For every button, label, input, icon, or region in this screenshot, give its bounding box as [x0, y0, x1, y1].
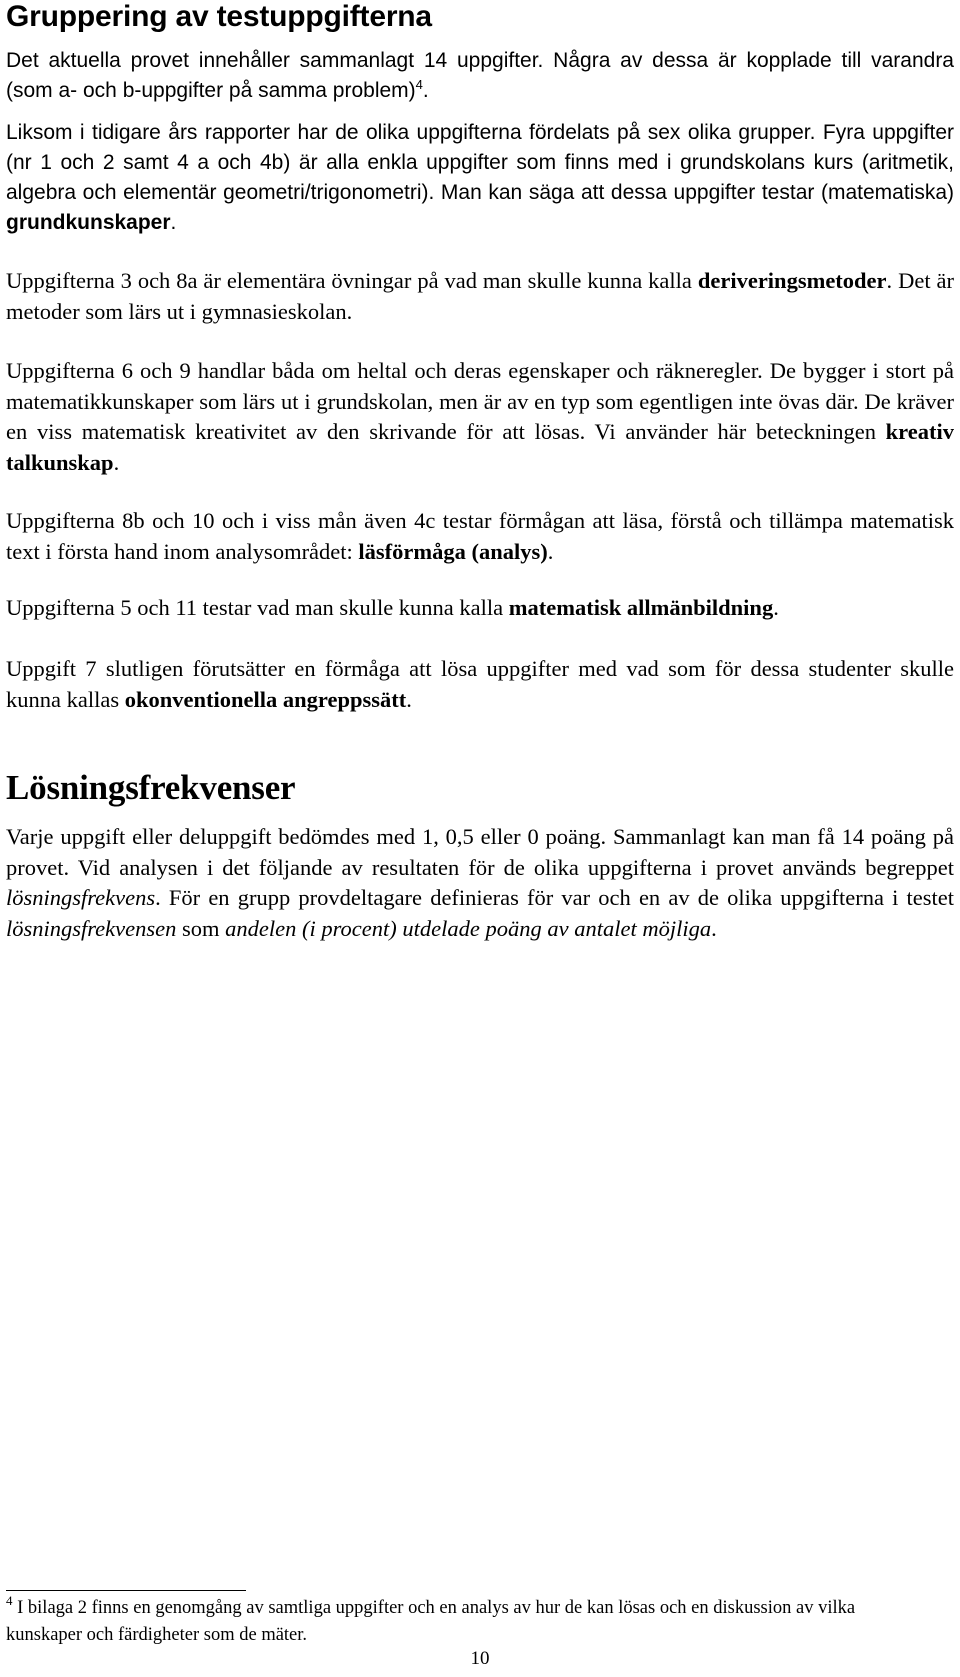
paragraph-lasformaga — [6, 506, 954, 567]
term-deriveringsmetoder: deriveringsmetoder — [697, 268, 887, 293]
paragraph-text: Liksom i tidigare års rapporter har de olika uppgifterna fördelats på sex olika grupper. Fyra uppgifter (nr 1 och 2 samt 4 a och 4b) är alla enkla uppgifter som finns med i grundskolans kurs (aritmetik, algebra och elementär geometri/trigonometri). Man kan säga att dessa uppgifter testar (matematiska) — [6, 121, 954, 204]
paragraph-text: . För en grupp provdeltagare definieras för var och en av de olika uppgifterna i testet — [155, 885, 954, 910]
paragraph-intro — [6, 46, 954, 106]
paragraph-text: Uppgifterna 6 och 9 handlar båda om heltal och deras egenskaper och räkneregler. De bygger i stort på matematikkunskaper som lärs ut i grundskolan, men är av en typ som egentligen inte övas där. De kräver en viss matematisk kreativitet av den skrivande för att lösas. Vi använder här beteckningen — [6, 358, 954, 444]
paragraph-text: Uppgifterna 3 och 8a är elementära övningar på vad man skulle kunna kalla — [6, 268, 698, 293]
paragraph-okonventionella — [6, 654, 954, 715]
term-okonventionella-angreppssatt: okonventionella angreppssätt — [124, 686, 407, 712]
paragraph-losningsfrekvens — [6, 822, 954, 944]
paragraph-deriveringsmetoder — [6, 266, 954, 327]
footnote-divider — [6, 1590, 246, 1591]
paragraph-end: . — [773, 595, 779, 620]
footnote — [6, 1595, 906, 1649]
paragraph-end: . — [113, 449, 120, 475]
paragraph-end: . — [170, 211, 177, 234]
page-number: 10 — [470, 1648, 490, 1669]
term-kreativ-talkunskap: kreativ talkunskap — [6, 419, 954, 475]
term-grundkunskaper: grundkunskaper — [6, 211, 171, 234]
term-losningsfrekvensen: lösningsfrekvensen — [6, 915, 177, 941]
paragraph-end: . — [547, 538, 554, 564]
footnote-text: I bilaga 2 finns en genomgång av samtliga uppgifter och en analys av hur de kan lösas och en diskussion av vilka kunskaper och färdigheter som de mäter. — [6, 1598, 856, 1645]
paragraph-end: . — [406, 686, 412, 712]
paragraph-end: . — [711, 915, 717, 941]
definition-italic: andelen (i procent) utdelade poäng av antalet möjliga — [225, 915, 712, 941]
term-matematisk-allmanbildning: matematisk allmänbildning — [508, 595, 774, 620]
section-heading-grouping: Gruppering av testuppgifterna — [6, 0, 432, 33]
section-heading-frequencies: Lösningsfrekvenser — [6, 768, 296, 807]
paragraph-groups-basic — [6, 118, 954, 238]
paragraph-kreativ-talkunskap — [6, 356, 954, 478]
paragraph-text: Varje uppgift eller deluppgift bedömdes med 1, 0,5 eller 0 poäng. Sammanlagt kan man få 14 poäng på provet. Vid analysen i det följande av resultaten för de olika uppgifterna i provet används begreppet — [6, 824, 954, 880]
term-losningsfrekvens: lösningsfrekvens — [6, 885, 156, 910]
paragraph-text: Uppgift 7 slutligen förutsätter en förmåga att lösa uppgifter med vad som för dessa studenter skulle kunna kallas — [6, 656, 954, 712]
footnote-marker: 4 — [6, 1593, 13, 1608]
term-lasformaga: läsförmåga (analys) — [358, 538, 548, 564]
paragraph-allmanbildning — [6, 593, 954, 624]
paragraph-text: Uppgifterna 8b och 10 och i viss mån även 4c testar förmågan att läsa, förstå och tillämpa matematisk text i första hand inom analysområdet: — [6, 508, 954, 564]
paragraph-text: Det aktuella provet innehåller sammanlagt 14 uppgifter. Några av dessa är kopplade till varandra (som a- och b-uppgifter på samma problem) — [6, 49, 954, 102]
paragraph-text: som — [176, 915, 226, 941]
paragraph-text: Uppgifterna 5 och 11 testar vad man skulle kunna kalla — [6, 595, 509, 620]
footnote-reference: 4 — [415, 77, 423, 92]
paragraph-end: . Det är metoder som lärs ut i gymnasieskolan. — [6, 268, 954, 324]
paragraph-end: . — [422, 79, 429, 102]
